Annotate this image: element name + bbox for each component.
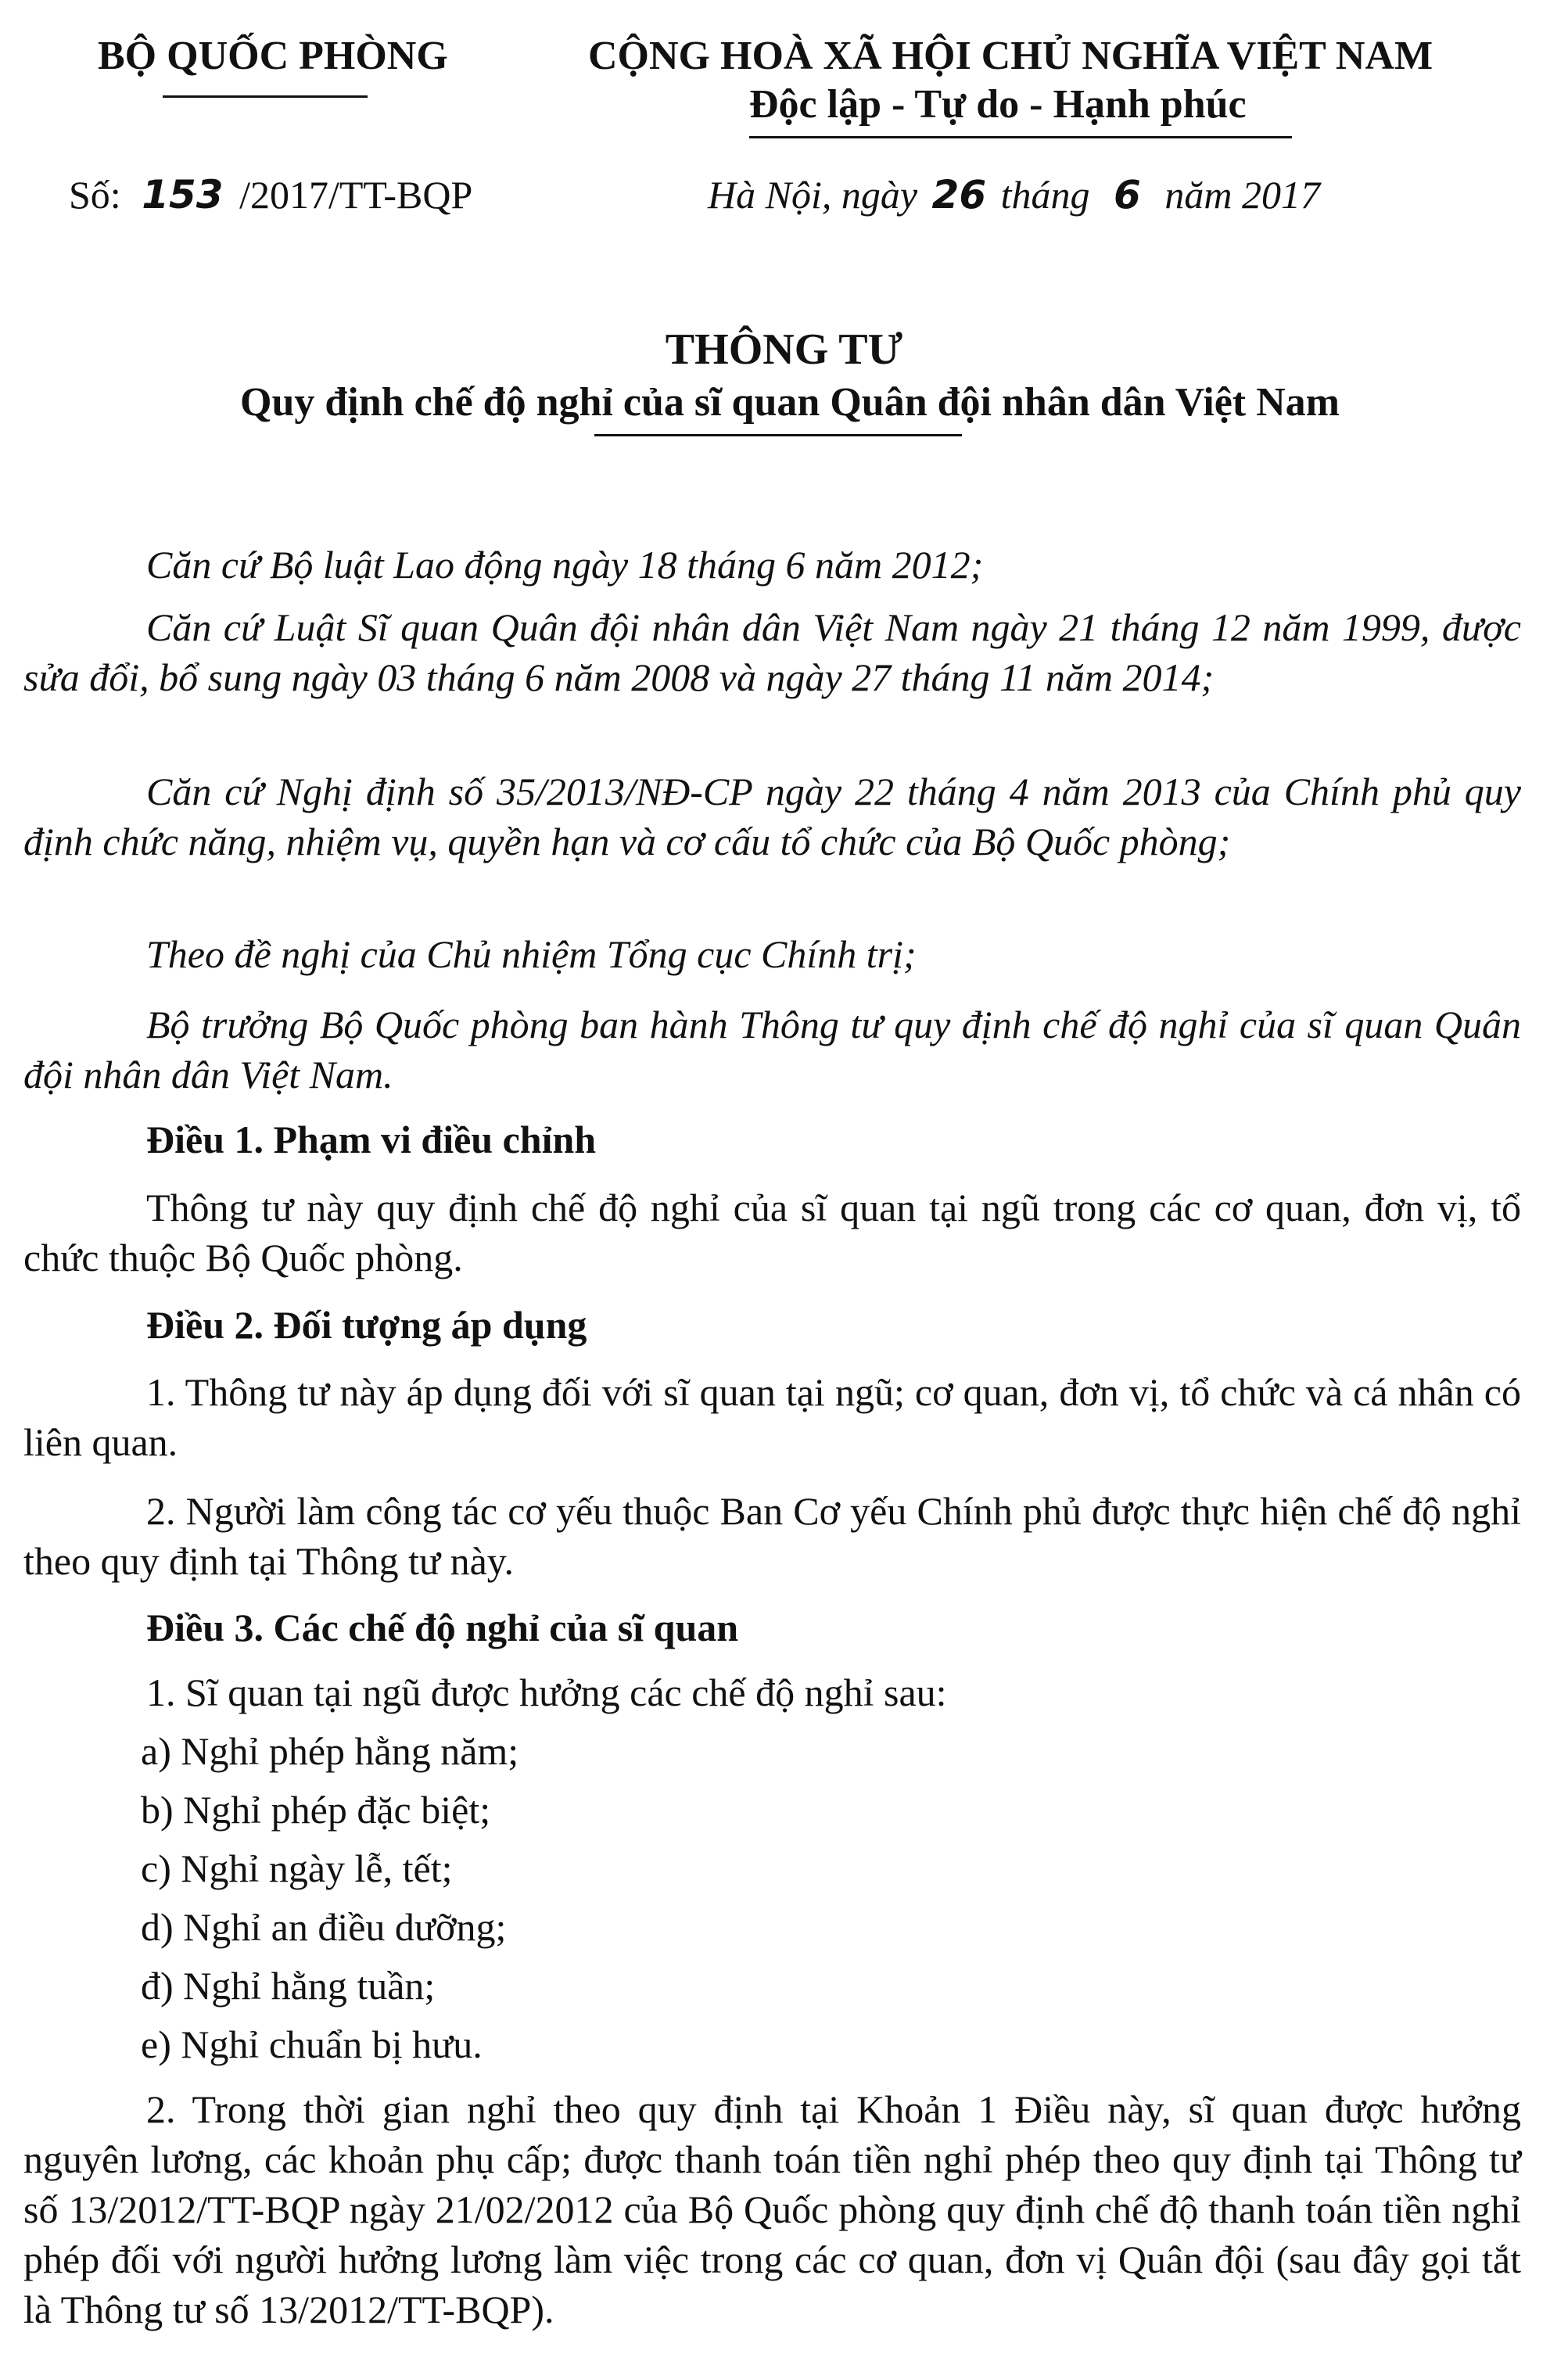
issuing-agency: BỘ QUỐC PHÒNG xyxy=(98,34,448,78)
leave-item: e) Nghỉ chuẩn bị hưu. xyxy=(141,2022,483,2066)
leave-item: c) Nghỉ ngày lễ, tết; xyxy=(141,1846,453,1890)
article-2-clause-2: 2. Người làm công tác cơ yếu thuộc Ban Cơ yếu Chính phủ được thực hiện chế độ nghỉ theo quy định tại Thông tư này. xyxy=(23,1489,1521,1583)
leave-item: đ) Nghỉ hằng tuần; xyxy=(141,1964,436,2008)
document-type-title: THÔNG TƯ xyxy=(665,325,903,374)
article-1-heading: Điều 1. Phạm vi điều chỉnh xyxy=(146,1118,597,1161)
agency-underline xyxy=(163,95,368,98)
preamble-5: Bộ trưởng Bộ Quốc phòng ban hành Thông tư quy định chế độ nghỉ của sĩ quan Quân đội nhân dân Việt Nam. xyxy=(23,1003,1521,1096)
article-2-clause-1: 1. Thông tư này áp dụng đối với sĩ quan tại ngũ; cơ quan, đơn vị, tổ chức và cá nhân có liên quan. xyxy=(23,1370,1521,1464)
place-and-date xyxy=(708,172,1320,217)
handwritten-number: 153 xyxy=(142,172,224,217)
preamble-3: Căn cứ Nghị định số 35/2013/NĐ-CP ngày 22 tháng 4 năm 2013 của Chính phủ quy định chức năng, nhiệm vụ, quyền hạn và cơ cấu tổ chức của Bộ Quốc phòng; xyxy=(23,770,1521,863)
motto-underline xyxy=(749,136,1292,138)
leave-item: a) Nghỉ phép hằng năm; xyxy=(141,1729,519,1773)
republic-name: CỘNG HOÀ XÃ HỘI CHỦ NGHĨA VIỆT NAM xyxy=(588,34,1433,78)
number-suffix: /2017/TT-BQP xyxy=(239,173,473,217)
preamble-1: Căn cứ Bộ luật Lao động ngày 18 tháng 6 năm 2012; xyxy=(146,543,984,587)
handwritten-month: 6 xyxy=(1114,172,1141,217)
month-label: tháng xyxy=(1000,173,1090,217)
national-motto: Độc lập - Tự do - Hạnh phúc xyxy=(749,82,1247,127)
document-subject: Quy định chế độ nghỉ của sĩ quan Quân đội nhân dân Việt Nam xyxy=(240,380,1340,425)
preamble-4: Theo đề nghị của Chủ nhiệm Tổng cục Chính trị; xyxy=(146,932,917,976)
article-3-clause-2: 2. Trong thời gian nghỉ theo quy định tại Khoản 1 Điều này, sĩ quan được hưởng nguyên lương, các khoản phụ cấp; được thanh toán tiền nghỉ phép theo quy định tại Thông tư số 13/2012/TT-BQP ngày 21/02/2012 của Bộ Quốc phòng quy định chế độ thanh toán tiền nghỉ phép đối với người hưởng lương làm việc trong các cơ quan, đơn vị Quân đội (sau đây gọi tắt là Thông tư số 13/2012/TT-BQP). xyxy=(23,2087,1521,2331)
place-date-prefix: Hà Nội, ngày xyxy=(708,173,918,217)
leave-item: d) Nghỉ an điều dưỡng; xyxy=(141,1905,507,1949)
handwritten-day: 26 xyxy=(931,172,987,217)
article-3-heading: Điều 3. Các chế độ nghỉ của sĩ quan xyxy=(146,1606,739,1649)
document-number xyxy=(69,172,472,217)
title-underline xyxy=(594,434,962,436)
preamble-2: Căn cứ Luật Sĩ quan Quân đội nhân dân Việt Nam ngày 21 tháng 12 năm 1999, được sửa đổi, bổ sung ngày 03 tháng 6 năm 2008 và ngày 27 tháng 11 năm 2014; xyxy=(23,605,1521,699)
year-label: năm 2017 xyxy=(1164,173,1320,217)
number-prefix: Số: xyxy=(69,173,121,217)
leave-item: b) Nghỉ phép đặc biệt; xyxy=(141,1788,491,1832)
article-1-text: Thông tư này quy định chế độ nghỉ của sĩ quan tại ngũ trong các cơ quan, đơn vị, tổ chức thuộc Bộ Quốc phòng. xyxy=(23,1186,1521,1279)
article-3-clause-1: 1. Sĩ quan tại ngũ được hưởng các chế độ nghỉ sau: xyxy=(146,1670,947,1714)
article-2-heading: Điều 2. Đối tượng áp dụng xyxy=(146,1303,587,1347)
